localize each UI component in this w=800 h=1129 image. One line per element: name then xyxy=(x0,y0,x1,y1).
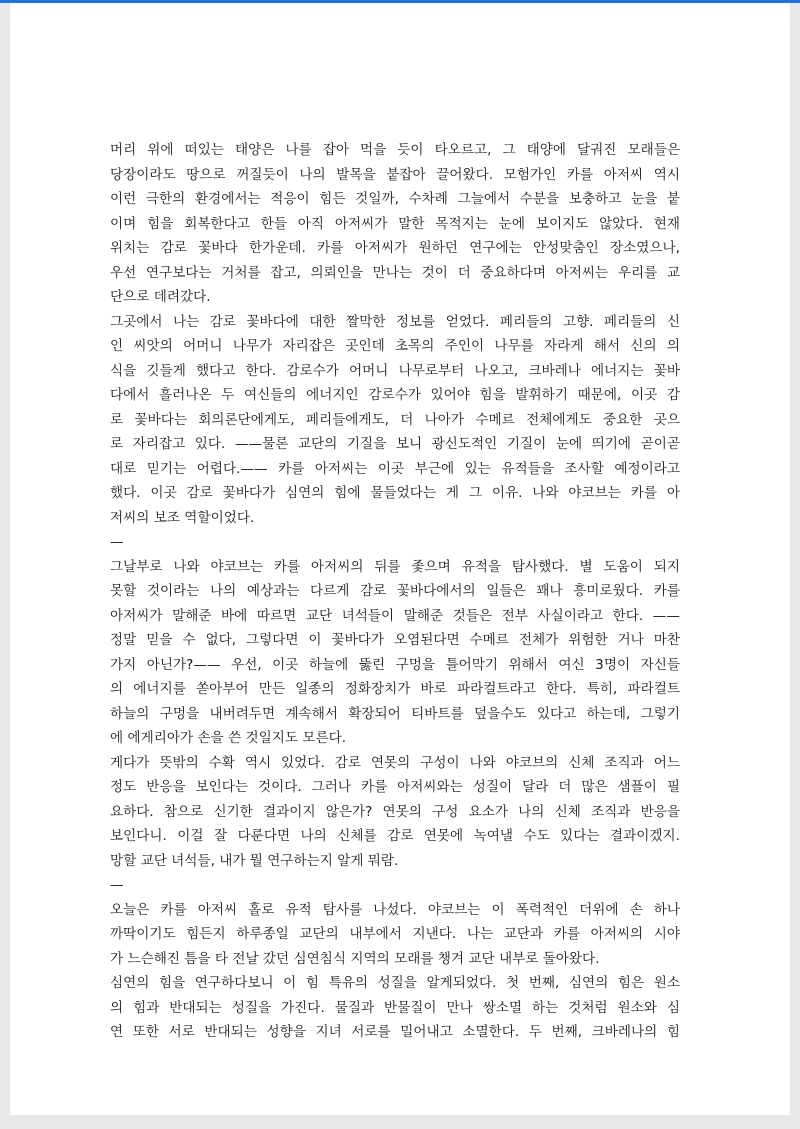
text-line: 요하다. 참으로 신기한 결과이지 않은가? 연못의 구성 요소가 나의 신체 조직과 반응을 xyxy=(110,803,680,820)
text-line: 식을 깃들게 했다고 한다. 감로수가 어머니 나무로부터 나오고, 크바레나 에너지는 꽃바 xyxy=(110,362,680,379)
text-line: 당장이라도 땅으로 꺼질듯이 나의 발목을 붙잡아 끌어왔다. 모험가인 카를 아저씨 역시 xyxy=(110,166,680,183)
text-line: 하늘의 구멍을 내버려두면 계속해서 확장되어 티바트를 덮을수도 있다고 하는데, 그렇기 xyxy=(110,705,680,722)
text-line: 정말 믿을 수 없다, 그렇다면 이 꽃바다가 오염된다면 수메르 전체가 위험한 거나 마찬 xyxy=(110,632,680,648)
document-body xyxy=(110,138,680,1045)
text-line: 단으로 데려갔다. xyxy=(110,289,211,305)
text-line: 의 힘과 반대되는 성질을 가진다. 물질과 반물질이 만나 쌍소멸 하는 것처럼 원소와 심 xyxy=(110,999,680,1016)
text-line: 게다가 뜻밖의 수확 역시 있었다. 감로 연못의 구성이 나와 야코브의 신체 조직과 어느 xyxy=(110,754,680,771)
text-line: 대로 믿기는 어렵다.—— 카를 아저씨는 이곳 부근에 있는 유적들을 조사할 예정이라고 xyxy=(110,460,680,477)
text-line: 연 또한 서로 반대되는 성향을 지녀 서로를 밀어내고 소멸한다. 두 번째, 크바레나의 힘 xyxy=(110,1024,680,1040)
text-line: 의 에너지를 쏟아부어 만든 일종의 정화장치가 바로 파라컬트라고 한다. 특히, 파라컬트 xyxy=(110,681,680,697)
text-line: 그곳에서 나는 감로 꽃바다에 대한 짤막한 정보를 얻었다. 페리들의 고향. 페리들의 신 xyxy=(110,313,680,330)
text-line: 우선 연구보다는 거처를 잡고, 의뢰인을 만나는 것이 더 중요하다며 아저씨는 우리를 교 xyxy=(110,264,680,281)
text-line: 오늘은 카를 아저씨 홀로 유적 탐사를 나섰다. 야코브는 이 폭력적인 더위에 손 하나 xyxy=(110,901,680,918)
text-line: 못할 것이라는 나의 예상과는 다르게 감로 꽃바다에서의 일들은 꽤나 흥미로웠다. 카를 xyxy=(110,583,680,599)
text-line: 머리 위에 떠있는 태양은 나를 잡아 먹을 듯이 타오르고, 그 태양에 달궈진 모래들은 xyxy=(110,142,680,158)
text-line: 인 씨앗의 어머니 나무가 자리잡은 곳인데 초목의 주인이 나무를 자라게 해서 신의 의 xyxy=(110,338,680,354)
text-line: 가 느슨해진 틈을 타 전날 갔던 심연침식 지역의 모래를 챙겨 교단 내부로 돌아왔다. xyxy=(110,950,600,967)
text-line: 이런 극한의 환경에서는 적응이 힘든 것일까, 수차례 그늘에서 수분을 보충하고 눈을 붙 xyxy=(110,191,680,207)
text-line: 에 에게리아가 손을 쓴 것일지도 모른다. xyxy=(110,730,347,746)
section-divider: — xyxy=(110,534,124,550)
text-line: 아저씨가 말해준 바에 따르면 교단 녀석들이 말해준 것들은 전부 사실이라고 한다. —— xyxy=(110,607,680,624)
text-line: 로 꽃바다는 회의론단에게도, 페리들에게도, 더 나아가 수메르 전체에게도 중요한 곳으 xyxy=(110,411,680,428)
text-line: 다에서 흘러나온 두 여신들의 에너지인 감로수가 있어야 힘을 발휘하기 때문에, 이곳 감 xyxy=(110,387,680,403)
text-line: 로 자리잡고 있다. ——물론 교단의 기질을 보니 광신도적인 기질이 눈에 띄기에 곧이곧 xyxy=(110,436,680,452)
text-line: 가지 아닌가?—— 우선, 이곳 하늘에 뚫린 구멍을 틀어막기 위해서 여신 3명이 자신들 xyxy=(110,656,680,673)
text-line: 그날부로 나와 야코브는 카를 아저씨의 뒤를 좇으며 유적을 탐사했다. 별 도움이 되지 xyxy=(110,558,680,575)
section-divider: — xyxy=(110,877,124,893)
text-line: 심연의 힘을 연구하다보니 이 힘 특유의 성질을 알게되었다. 첫 번째, 심연의 힘은 원소 xyxy=(110,975,680,991)
text-line: 위치는 감로 꽃바다 한가운데. 카를 아저씨가 원하던 연구에는 안성맞춤인 장소였으나, xyxy=(110,240,680,256)
text-line: 보인다니. 이걸 잘 다룬다면 나의 신체를 감로 연못에 녹여낼 수도 있다는 결과이겠지. xyxy=(110,828,680,844)
text-line: 저씨의 보조 역할이었다. xyxy=(110,509,255,526)
text-line: 했다. 이곳 감로 꽃바다가 심연의 힘에 물들었다는 게 그 이유. 나와 야코브는 카를 아 xyxy=(110,485,680,501)
text-line: 까딱이기도 힘든지 하루종일 교단의 내부에서 지낸다. 나는 교단과 카를 아저씨의 시야 xyxy=(110,926,680,942)
text-line: 이며 힘을 회복한다고 한들 아직 아저씨가 말한 목적지는 눈에 보이지도 않았다. 현재 xyxy=(110,215,680,232)
text-line: 정도 반응을 보인다는 것이다. 그러나 카를 아저씨와는 성질이 달라 더 많은 샘플이 필 xyxy=(110,779,680,795)
text-line: 망할 교단 녀석들, 내가 뭘 연구하는지 알게 뭐람. xyxy=(110,852,399,869)
